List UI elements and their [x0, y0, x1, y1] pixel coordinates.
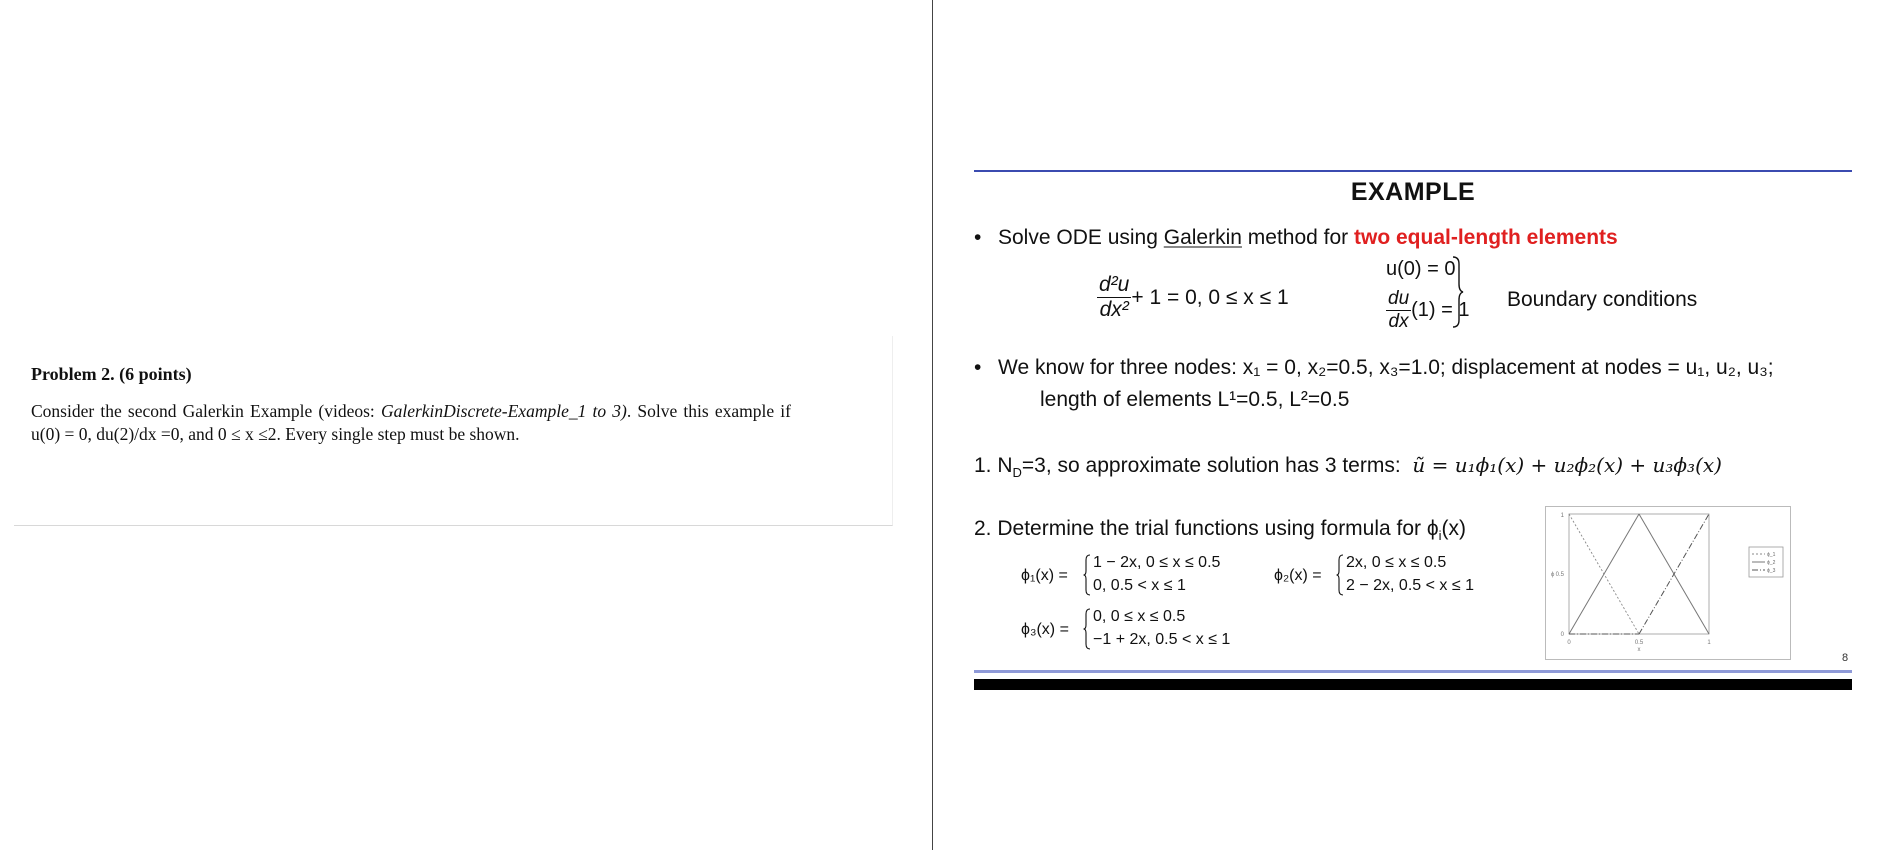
legend-phi1: ϕ_1 — [1767, 552, 1776, 558]
bullet2-line-2: length of elements L¹=0.5, L²=0.5 — [1040, 388, 1350, 411]
slide-top-rule — [974, 170, 1852, 172]
x-axis-label: x — [1637, 647, 1641, 653]
x-tick-0.5: 0.5 — [1634, 640, 1644, 646]
bc-du: du — [1388, 288, 1410, 309]
slide-bottom-rule — [974, 670, 1852, 673]
problem-title: Problem 2. (6 points) — [31, 364, 192, 384]
step-1: 1. $N_D=3$, so approximate solution has 3 terms: ũ = u₁ϕ₁(x) + u₂ϕ₂(x) + u₃ϕ₃(x) — [974, 453, 1722, 481]
x-tick-1: 1 — [1707, 640, 1711, 646]
y-tick-0: 0 — [1560, 632, 1564, 638]
slide-page-number: 8 — [1842, 652, 1849, 664]
legend-phi2: ϕ_2 — [1767, 560, 1776, 566]
bc-line-1: u(0) = 0 — [1386, 258, 1456, 280]
y-tick-0.5: 0.5 — [1555, 572, 1564, 578]
left-brace-icon — [1336, 554, 1344, 596]
phi2-row-1: 2x, 0 ≤ x ≤ 0.5 — [1346, 554, 1447, 571]
bullet1-galerkin: Galerkin — [1163, 226, 1242, 249]
bc-line-2-rest: (1) = 1 — [1411, 298, 1470, 321]
phi2-row-2: 2 − 2x, 0.5 < x ≤ 1 — [1346, 577, 1474, 594]
approximate-solution-formula: ũ = u₁ϕ₁(x) + u₂ϕ₂(x) + u₃ϕ₃(x) — [1412, 453, 1722, 477]
bullet1-highlight: two equal-length elements — [1354, 226, 1618, 249]
y-tick-1: 1 — [1560, 513, 1564, 519]
phi1-row-2: 0, 0.5 < x ≤ 1 — [1093, 577, 1186, 594]
step-2: 2. Determine the trial functions using formula for $\phi_i(x)$ — [974, 517, 1467, 544]
bc-label: Boundary conditions — [1507, 288, 1698, 311]
left-brace-icon — [1083, 554, 1091, 596]
phi3-row-1: 0, 0 ≤ x ≤ 0.5 — [1093, 608, 1186, 625]
lecture-slide — [974, 170, 1852, 690]
ode-equation — [1097, 273, 1289, 322]
page-divider — [932, 0, 933, 850]
ode-denominator: dx² — [1099, 298, 1129, 321]
y-axis-label: ϕ — [1551, 572, 1555, 578]
ode-numerator: d²u — [1099, 273, 1130, 296]
phi3-row-2: −1 + 2x, 0.5 < x ≤ 1 — [1093, 631, 1231, 648]
bullet1-prefix: Solve ODE using — [998, 226, 1164, 249]
problem-body — [31, 400, 791, 446]
bullet2-line-1: We know for three nodes: x₁ = 0, x₂=0.5, x₃=1.0; displacement at nodes = u₁, u₂, u₃; — [998, 356, 1774, 379]
slide-bottom-bar — [974, 679, 1852, 690]
ode-rest: + 1 = 0, 0 ≤ x ≤ 1 — [1131, 285, 1289, 309]
problem-body-italic: GalerkinDiscrete-Example_1 to 3) — [380, 401, 627, 421]
left-brace-icon — [1083, 608, 1091, 650]
legend-phi3: ϕ_3 — [1767, 568, 1776, 574]
plot-frame — [1546, 507, 1791, 660]
phi2-lhs: ϕ₂(x) = — [1274, 567, 1322, 584]
phi1-row-1: 1 − 2x, 0 ≤ x ≤ 0.5 — [1093, 554, 1221, 571]
bullet-dot: • — [974, 356, 982, 379]
bullet-dot: • — [974, 226, 982, 249]
phi3-lhs: ϕ₃(x) = — [1021, 621, 1069, 638]
bc-dx: dx — [1388, 311, 1409, 332]
problem-body-text-1: Consider the second Galerkin Example (videos: — [31, 401, 381, 421]
problem-body-text-2: . Solve this example if u(0) = 0, du(2)/dx =0, and 0 ≤ x ≤2. Every single step must be shown. — [31, 401, 791, 444]
x-tick-0: 0 — [1567, 640, 1571, 646]
right-brace-icon — [1452, 256, 1464, 328]
phi1-lhs: ϕ₁(x) = — [1021, 567, 1068, 584]
bullet1-middle: method for — [1241, 226, 1355, 249]
basis-functions-plot — [1545, 506, 1791, 660]
slide-title: EXAMPLE — [1350, 178, 1476, 206]
